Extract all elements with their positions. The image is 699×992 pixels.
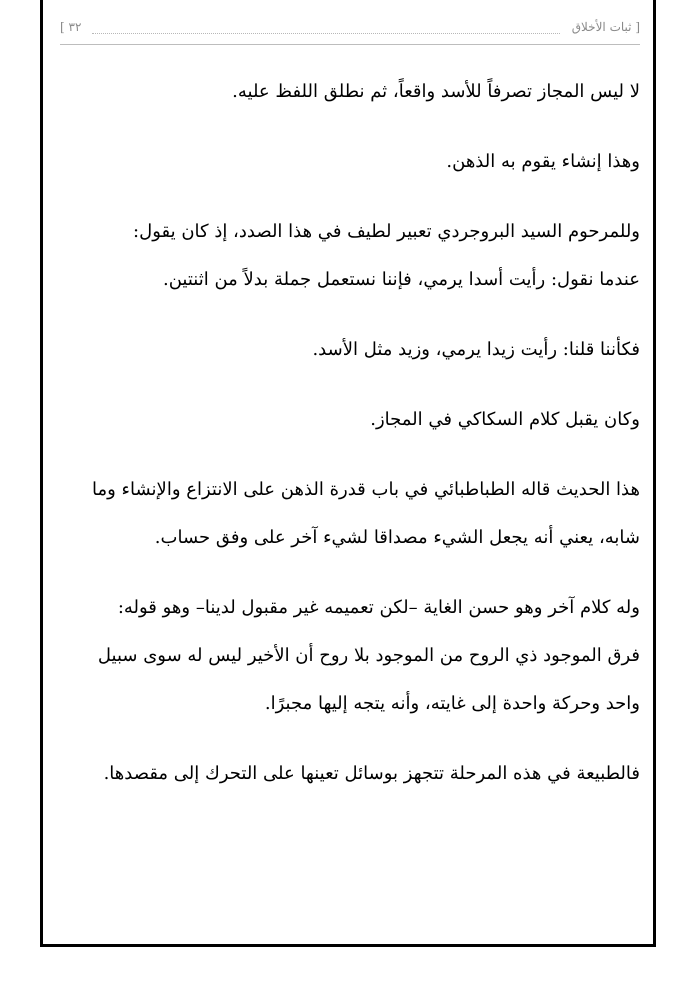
- text-line: وله كلام آخر وهو حسن الغاية –لكن تعميمه غير مقبول لدينا– وهو قوله:: [117, 597, 640, 618]
- text-line: فرق الموجود ذي الروح من الموجود بلا روح أن الأخير ليس له سوى سبيل: [97, 645, 640, 666]
- paragraph-gap: [62, 186, 640, 208]
- text-line: وللمرحوم السيد البروجردي تعبير لطيف في هذا الصدد، إذ كان يقول:: [133, 221, 640, 242]
- text-line: لا ليس المجاز تصرفاً للأسد واقعاً، ثم نطلق اللفظ عليه.: [232, 81, 640, 102]
- text-line: فالطبيعة في هذه المرحلة تتجهز بوسائل تعينها على التحرك إلى مقصدها.: [103, 763, 640, 784]
- running-header: [60, 16, 640, 45]
- text-line: وكان يقبل كلام السكاكي في المجاز.: [370, 409, 640, 430]
- text-line: واحد وحركة واحدة إلى غايته، وأنه يتجه إليها مجبرًا.: [264, 693, 640, 714]
- header-dot-leader: [92, 33, 560, 34]
- paragraph-gap: [62, 728, 640, 750]
- paragraph-gap: [62, 444, 640, 466]
- paragraph-gap: [62, 304, 640, 326]
- paragraph-gap: [62, 374, 640, 396]
- paragraph-gap: [62, 116, 640, 138]
- text-line: فكأننا قلنا: رأيت زيدا يرمي، وزيد مثل الأسد.: [312, 339, 640, 360]
- page-number: ٣٢ ]: [60, 20, 82, 34]
- text-line: شابه، يعني أنه يجعل الشيء مصداقا لشيء آخر على وفق حساب.: [154, 527, 640, 548]
- text-line: هذا الحديث قاله الطباطبائي في باب قدرة الذهن على الانتزاع والإنشاء وما: [92, 479, 640, 500]
- text-line: وهذا إنشاء يقوم به الذهن.: [446, 151, 640, 172]
- book-title: [ ثبات الأخلاق: [571, 20, 640, 34]
- page-body: [62, 68, 640, 798]
- paragraph-gap: [62, 562, 640, 584]
- text-line: عندما نقول: رأيت أسدا يرمي، فإننا نستعمل جملة بدلاً من اثنتين.: [163, 269, 640, 290]
